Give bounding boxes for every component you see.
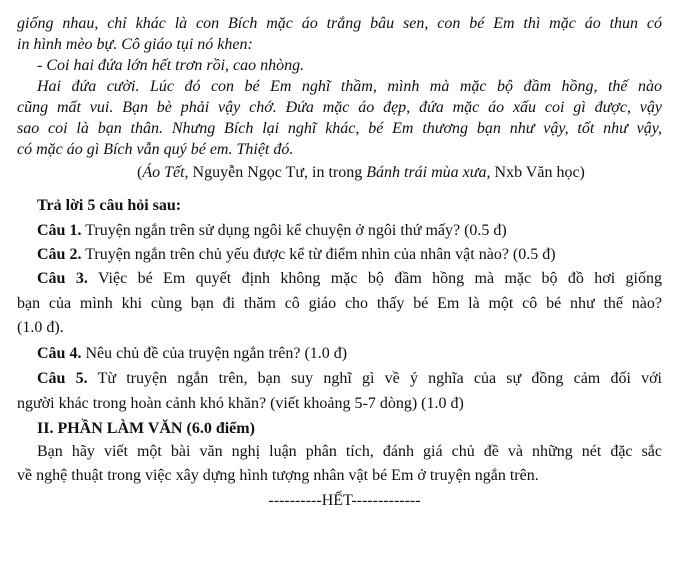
source-title: Áo Tết, xyxy=(142,164,189,181)
question-3-cont-1: bạn của mình khi cùng bạn đi thăm cô giáo cho thấy bé Em là một cô bé như thế nào? xyxy=(17,295,662,312)
question-3-label: Câu 3. xyxy=(37,270,88,287)
question-5-cont-1: người khác trong hoàn cảnh khó khăn? (viết khoảng 5-7 dòng) (1.0 đ) xyxy=(17,395,464,412)
end-mark: ----------HẾT------------- xyxy=(268,492,421,509)
section-2-line-1: Bạn hãy viết một bài văn nghị luận phân tích, đánh giá chủ đề và những nét đặc sắc xyxy=(37,443,662,460)
question-4-text: Nêu chủ đề của truyện ngắn trên? (1.0 đ) xyxy=(81,345,348,362)
story-line-2: in hình mèo bự. Cô giáo tụi nó khen: xyxy=(17,36,253,53)
questions-heading: Trả lời 5 câu hỏi sau: xyxy=(37,197,182,214)
question-5-text: Từ truyện ngắn trên, bạn suy nghĩ gì về ý nghĩa của sự đồng cảm đối với xyxy=(87,370,662,387)
source-open: ( xyxy=(137,164,143,181)
section-2-line-2: về nghệ thuật trong việc xây dựng hình tượng nhân vật bé Em ở truyện ngắn trên. xyxy=(17,467,539,484)
question-3-cont-2: (1.0 đ). xyxy=(17,319,64,336)
question-1-text: Truyện ngắn trên sử dụng ngôi kể chuyện ở ngôi thứ mấy? (0.5 đ) xyxy=(81,222,507,239)
question-3 xyxy=(37,269,662,290)
question-1 xyxy=(37,221,507,242)
question-3-text: Việc bé Em quyết định không mặc bộ đầm hồng mà mặc bộ đồ hơi giống xyxy=(87,270,662,287)
story-line-6: sao coi là bạn thân. Nhưng Bích lại nghĩ khác, bé Em thương bạn như vậy, tốt như vậy, xyxy=(17,120,662,137)
story-line-7: có mặc áo gì Bích vẫn quý bé em. Thiệt đó. xyxy=(17,141,294,158)
question-5 xyxy=(37,369,662,390)
question-2-label: Câu 2. xyxy=(37,246,82,263)
question-4-label: Câu 4. xyxy=(37,345,82,362)
question-5-label: Câu 5. xyxy=(37,370,88,387)
question-2 xyxy=(37,245,556,266)
story-line-5: cũng mất vui. Bạn bè phải vậy chớ. Đứa mặc áo đẹp, đứa mặc áo xấu coi gì được, vậy xyxy=(17,99,662,116)
story-line-1: giống nhau, chỉ khác là con Bích mặc áo trắng bâu sen, con bé Em thì mặc áo thun có xyxy=(17,15,662,32)
question-4 xyxy=(37,344,347,365)
story-line-4: Hai đứa cười. Lúc đó con bé Em nghĩ thầm, mình mà mặc bộ đầm hồng, thế nào xyxy=(37,78,662,95)
source-end: Nxb Văn học) xyxy=(490,164,585,181)
question-1-label: Câu 1. xyxy=(37,222,82,239)
source-book: Bánh trái mùa xưa, xyxy=(366,164,491,181)
story-line-3: - Coi hai đứa lớn hết trơn rồi, cao nhòng. xyxy=(37,57,305,74)
source-mid: Nguyễn Ngọc Tư, in trong xyxy=(188,164,367,181)
section-2-heading: II. PHẦN LÀM VĂN (6.0 điểm) xyxy=(37,420,255,437)
question-2-text: Truyện ngắn trên chủ yếu được kể từ điểm nhìn của nhân vật nào? (0.5 đ) xyxy=(81,246,556,263)
source-citation xyxy=(137,163,585,184)
